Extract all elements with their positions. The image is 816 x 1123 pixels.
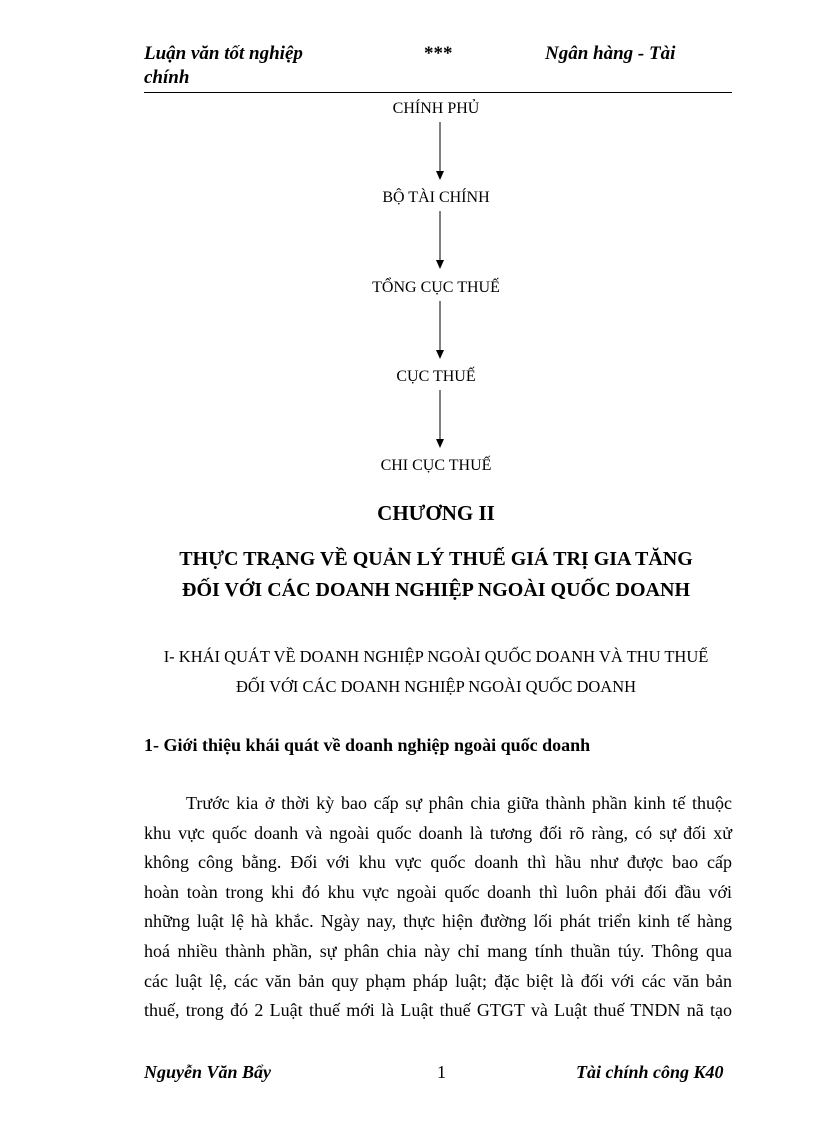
section-heading-line-1: I- KHÁI QUÁT VỀ DOANH NGHIỆP NGOÀI QUỐC DOANH VÀ THU THUẾ (163, 647, 709, 666)
down-arrow-icon (436, 390, 444, 448)
paragraph-line: những luật lệ hà khắc. Ngày nay, thực hiện đường lối phát triển kinh tế hàng (144, 911, 732, 931)
down-arrow-icon (436, 301, 444, 359)
down-arrow-icon (436, 122, 444, 180)
header-ornament: *** (424, 43, 453, 64)
header-left-title: Luận văn tốt nghiệp chính (144, 43, 303, 88)
footer-class: Tài chính công K40 (576, 1062, 724, 1082)
section-heading-line-2: ĐỐI VỚI CÁC DOANH NGHIỆP NGOÀI QUỐC DOANH (235, 677, 637, 696)
org-node-bo-tai-chinh: BỘ TÀI CHÍNH (382, 189, 490, 206)
footer-author: Nguyễn Văn Bẩy (144, 1062, 272, 1082)
header-right-title: Ngân hàng - Tài (545, 43, 676, 64)
org-node-tong-cuc-thue: TỔNG CỤC THUẾ (372, 279, 500, 296)
chapter-title-line-1: THỰC TRẠNG VỀ QUẢN LÝ THUẾ GIÁ TRỊ GIA TĂNG (179, 548, 693, 570)
down-arrow-icon (436, 211, 444, 269)
subsection-heading: 1- Giới thiệu khái quát về doanh nghiệp ngoài quốc doanh (144, 735, 591, 755)
paragraph-line: các luật lệ, các văn bản quy phạm pháp luật; đặc biệt là đối với các văn bản (144, 971, 732, 991)
paragraph-line: không công bằng. Đối với khu vực quốc doanh thì hầu như được bao cấp (144, 852, 732, 872)
org-node-chinh-phu: CHÍNH PHỦ (392, 100, 480, 117)
org-node-chi-cuc-thue: CHI CỤC THUẾ (380, 457, 492, 474)
paragraph-line: hoàn toàn trong khi đó khu vực ngoài quốc doanh thì luôn phải đối đầu với (144, 882, 732, 902)
paragraph-line: thuế, trong đó 2 Luật thuế mới là Luật thuế GTGT và Luật thuế TNDN nã tạo (144, 1000, 732, 1020)
header-rule (144, 92, 732, 93)
paragraph-line: khu vực quốc doanh và ngoài quốc doanh là tương đối rõ ràng, có sự đối xử (144, 823, 732, 843)
paragraph-line: Trước kia ở thời kỳ bao cấp sự phân chia giữa thành phần kinh tế thuộc (186, 793, 732, 813)
chapter-title-line-2: ĐỐI VỚI CÁC DOANH NGHIỆP NGOÀI QUỐC DOANH (182, 579, 690, 601)
paragraph-line: hoá nhiều thành phần, sự phân chia này chỉ mang tính thuần túy. Thông qua (144, 941, 732, 961)
org-node-cuc-thue: CỤC THUẾ (396, 368, 476, 385)
chapter-number: CHƯƠNG II (377, 501, 495, 525)
page-number: 1 (437, 1062, 446, 1082)
